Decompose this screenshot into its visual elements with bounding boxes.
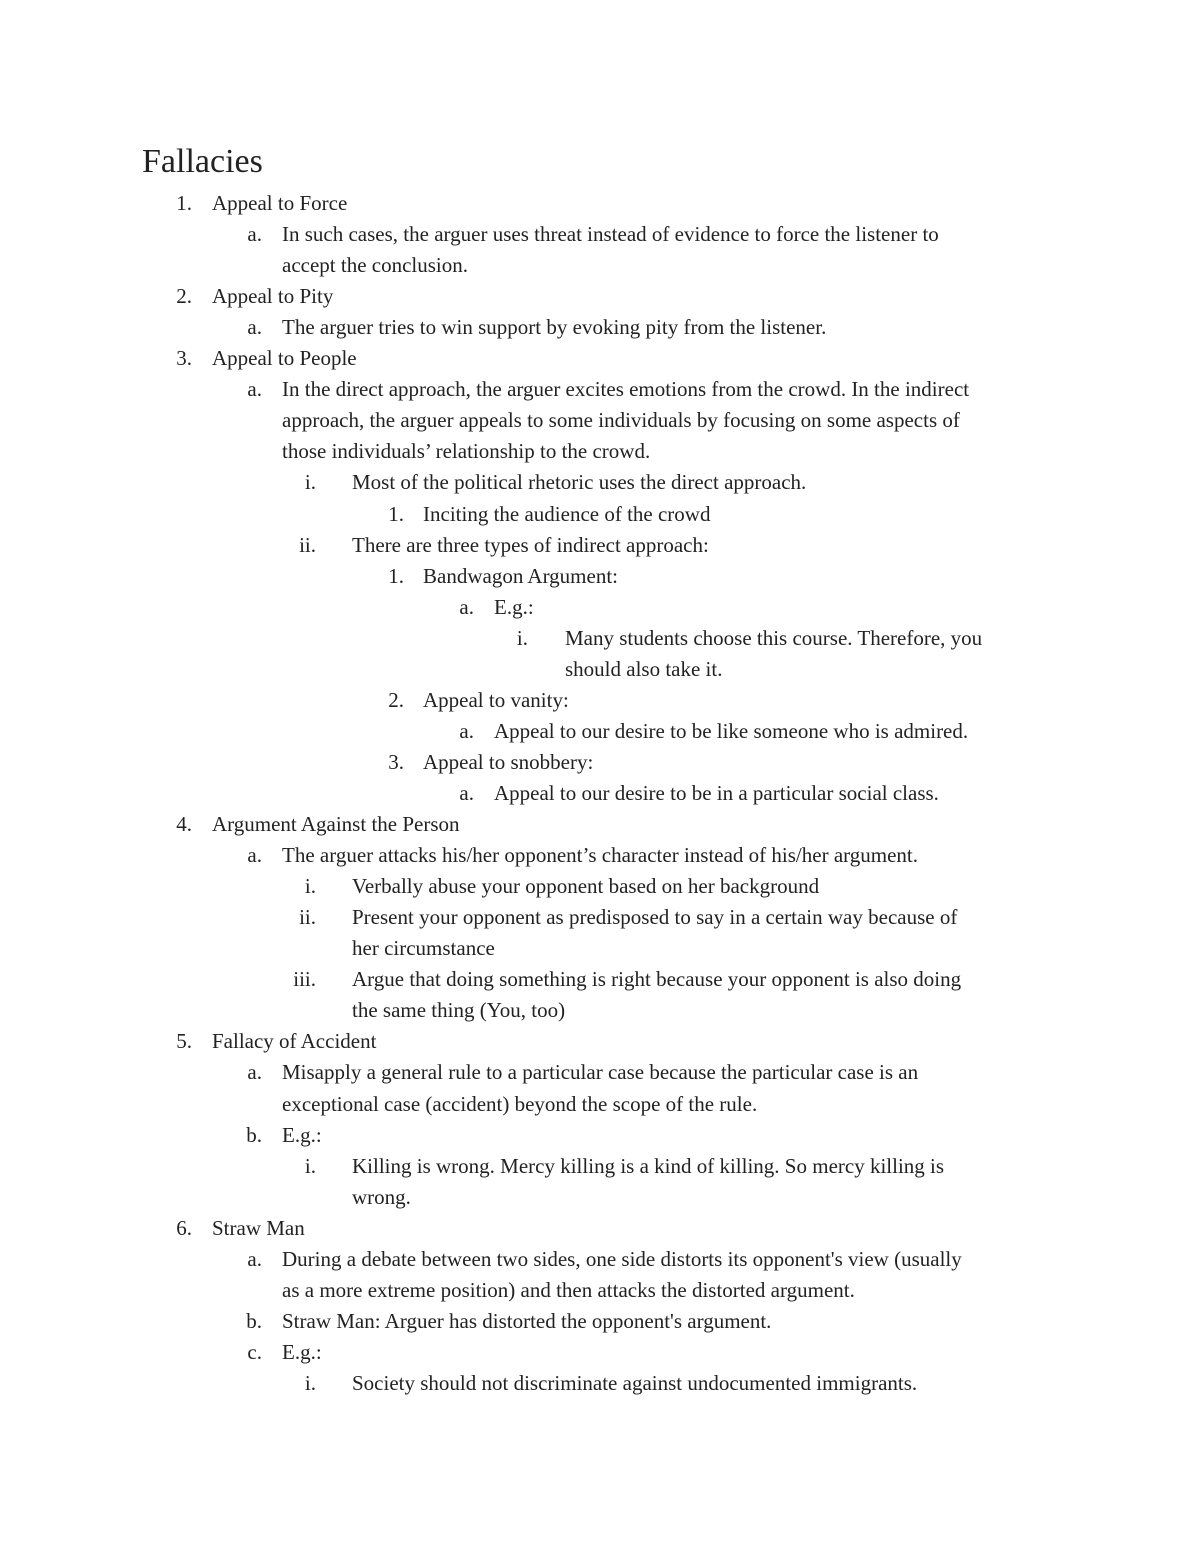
- list-marker: iii.: [293, 967, 316, 992]
- list-item: [0, 1182, 1200, 1213]
- list-item-text: Killing is wrong. Mercy killing is a kind of killing. So mercy killing is: [352, 1153, 945, 1178]
- list-item-text: Appeal to snobbery:: [423, 749, 594, 774]
- list-item-text: Appeal to Pity: [212, 284, 334, 309]
- list-marker: 5.: [176, 1029, 192, 1054]
- list-item: [0, 1275, 1200, 1306]
- list-item: [0, 250, 1200, 281]
- list-marker: ii.: [299, 532, 316, 557]
- list-item-text: Straw Man: [212, 1215, 305, 1240]
- list-item-text: Appeal to People: [212, 346, 357, 371]
- list-item-text: Bandwagon Argument:: [423, 563, 619, 588]
- list-item: [0, 1244, 1200, 1275]
- list-item: [0, 1057, 1200, 1088]
- list-item: [0, 467, 1200, 498]
- list-marker: i.: [516, 625, 528, 650]
- list-item: [0, 1120, 1200, 1151]
- list-item: [0, 219, 1200, 250]
- list-item-text: exceptional case (accident) beyond the scope of the rule.: [282, 1091, 758, 1116]
- list-item: [0, 343, 1200, 374]
- list-item: [0, 281, 1200, 312]
- list-item-text: There are three types of indirect approach:: [352, 532, 709, 557]
- list-item-text: In such cases, the arguer uses threat instead of evidence to force the listener to: [282, 222, 939, 247]
- list-item: [0, 1026, 1200, 1057]
- list-item: [0, 499, 1200, 530]
- list-item-text: those individuals’ relationship to the crowd.: [282, 439, 651, 464]
- list-item-text: Verbally abuse your opponent based on her background: [352, 874, 820, 899]
- list-item: [0, 685, 1200, 716]
- list-item: [0, 840, 1200, 871]
- list-item: [0, 1213, 1200, 1244]
- list-item-text: E.g.:: [282, 1339, 322, 1364]
- list-marker: i.: [304, 470, 316, 495]
- list-marker: 3.: [388, 749, 404, 774]
- list-item-text: her circumstance: [352, 936, 495, 961]
- list-item: [0, 592, 1200, 623]
- list-item: [0, 964, 1200, 995]
- list-item-text: The arguer tries to win support by evoking pity from the listener.: [282, 315, 827, 340]
- list-item-text: Inciting the audience of the crowd: [423, 501, 711, 526]
- list-marker: a.: [247, 315, 262, 340]
- list-item-text: The arguer attacks his/her opponent’s character instead of his/her argument.: [282, 843, 918, 868]
- list-item: [0, 1089, 1200, 1120]
- list-item-text: During a debate between two sides, one side distorts its opponent's view (usually: [282, 1246, 962, 1271]
- list-marker: ii.: [299, 905, 316, 930]
- list-item: [0, 436, 1200, 467]
- list-marker: 2.: [176, 284, 192, 309]
- list-item-text: Most of the political rhetoric uses the direct approach.: [352, 470, 807, 495]
- list-item: [0, 312, 1200, 343]
- list-marker: 2.: [388, 687, 404, 712]
- list-item: [0, 1306, 1200, 1337]
- list-marker: c.: [247, 1339, 262, 1364]
- list-item-text: the same thing (You, too): [352, 998, 566, 1023]
- list-marker: a.: [247, 222, 262, 247]
- list-item-text: accept the conclusion.: [282, 253, 469, 278]
- list-marker: a.: [247, 1246, 262, 1271]
- list-marker: b.: [246, 1122, 262, 1147]
- list-marker: 1.: [388, 563, 404, 588]
- list-marker: 6.: [176, 1215, 192, 1240]
- list-item: [0, 871, 1200, 902]
- list-marker: a.: [247, 843, 262, 868]
- list-marker: a.: [247, 377, 262, 402]
- list-item-text: Society should not discriminate against undocumented immigrants.: [352, 1370, 918, 1395]
- list-marker: 1.: [388, 501, 404, 526]
- list-item-text: Appeal to Force: [212, 191, 348, 215]
- list-item: [0, 933, 1200, 964]
- list-item: [0, 405, 1200, 436]
- list-item-text: Appeal to our desire to be like someone who is admired.: [494, 718, 969, 743]
- list-item: [0, 188, 1200, 219]
- list-item-text: Many students choose this course. Therefore, you: [565, 625, 983, 650]
- list-item: [0, 747, 1200, 778]
- list-item: [0, 374, 1200, 405]
- list-item-text: E.g.:: [494, 594, 534, 619]
- list-marker: i.: [304, 874, 316, 899]
- list-marker: 4.: [176, 812, 192, 836]
- list-marker: a.: [459, 594, 474, 619]
- list-item-text: Misapply a general rule to a particular case because the particular case is an: [282, 1060, 919, 1085]
- list-item: [0, 716, 1200, 747]
- list-marker: i.: [304, 1153, 316, 1178]
- list-item: [0, 778, 1200, 809]
- list-item-text: Straw Man: Arguer has distorted the opponent's argument.: [282, 1308, 772, 1333]
- list-marker: a.: [247, 1060, 262, 1085]
- document-title: Fallacies: [142, 143, 263, 180]
- list-item-text: Argue that doing something is right because your opponent is also doing: [352, 967, 962, 992]
- list-item-text: should also take it.: [565, 656, 723, 681]
- list-item-text: Appeal to our desire to be in a particular social class.: [494, 781, 939, 805]
- list-item-text: approach, the arguer appeals to some individuals by focusing on some aspects of: [282, 408, 960, 433]
- list-item-text: Argument Against the Person: [212, 812, 460, 836]
- list-item: [0, 995, 1200, 1026]
- list-item: [0, 561, 1200, 592]
- list-item: [0, 654, 1200, 685]
- list-item-text: wrong.: [352, 1184, 411, 1209]
- list-marker: i.: [304, 1370, 316, 1395]
- list-marker: 1.: [176, 191, 192, 215]
- list-item-text: In the direct approach, the arguer excites emotions from the crowd. In the indirect: [282, 377, 970, 402]
- list-item-text: Present your opponent as predisposed to say in a certain way because of: [352, 905, 958, 930]
- list-item: [0, 1337, 1200, 1368]
- list-item: [0, 623, 1200, 654]
- list-marker: b.: [246, 1308, 262, 1333]
- list-item: [0, 1151, 1200, 1182]
- list-marker: 3.: [176, 346, 192, 371]
- list-item-text: as a more extreme position) and then attacks the distorted argument.: [282, 1277, 855, 1302]
- list-item: [0, 902, 1200, 933]
- list-item: [0, 530, 1200, 561]
- list-item: [0, 809, 1200, 840]
- list-marker: a.: [459, 781, 474, 805]
- list-item-text: E.g.:: [282, 1122, 322, 1147]
- list-item: [0, 1368, 1200, 1399]
- list-item-text: Appeal to vanity:: [423, 687, 569, 712]
- list-marker: a.: [459, 718, 474, 743]
- list-item-text: Fallacy of Accident: [212, 1029, 377, 1054]
